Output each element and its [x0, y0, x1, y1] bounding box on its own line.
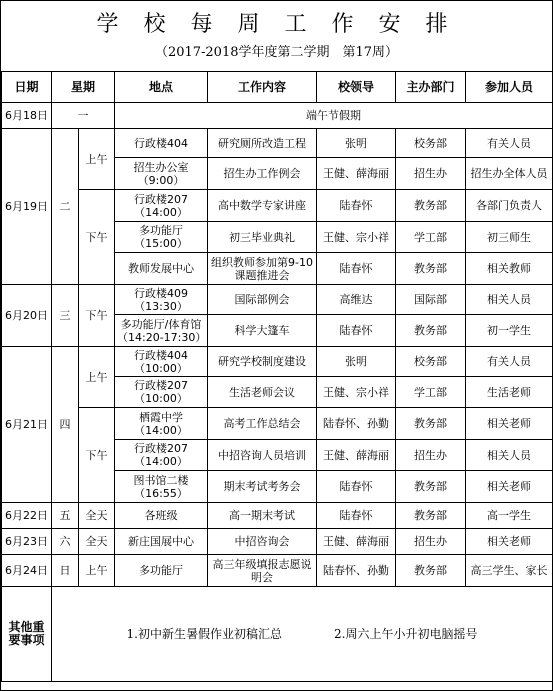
- leader-cell: 陆春怀: [317, 190, 396, 222]
- department-cell: 学工部: [396, 222, 466, 253]
- content-cell: 高三年级填报志愿说明会: [208, 555, 317, 587]
- location-cell: 多功能厅: [115, 555, 208, 587]
- department-cell: 教务部: [396, 555, 466, 587]
- header-leader: 校领导: [317, 72, 396, 103]
- location-cell: [115, 158, 208, 190]
- weekday-cell: 日: [52, 555, 79, 587]
- location-cell: 各班级: [115, 503, 208, 529]
- leader-cell: 陆春怀: [317, 471, 396, 503]
- notes-row: [2, 587, 553, 682]
- leader-cell: 王健、宗小祥: [317, 222, 396, 253]
- location-time: （14:20-17:30）: [117, 330, 207, 344]
- department-cell: 校务部: [396, 129, 466, 158]
- location-name: 多功能厅/体育馆: [120, 317, 202, 331]
- department-cell: 教务部: [396, 190, 466, 222]
- leader-cell: 王健、宗小祥: [317, 377, 396, 408]
- participants-cell: 招生办全体人员: [466, 158, 553, 190]
- table-row: [2, 103, 553, 129]
- header-department: 主办部门: [396, 72, 466, 103]
- department-cell: 教务部: [396, 503, 466, 529]
- department-cell: 教务部: [396, 253, 466, 285]
- location-name: 招生办公室: [133, 160, 189, 174]
- location-time: （14:00）: [134, 455, 188, 468]
- period-cell: 全天: [79, 529, 115, 555]
- location-time: （16:55）: [134, 486, 188, 500]
- department-cell: 招生办: [396, 440, 466, 471]
- table-row: [2, 529, 553, 555]
- leader-cell: 高维达: [317, 285, 396, 315]
- content-cell: 高考工作总结会: [208, 408, 317, 440]
- content-cell: 研究厕所改造工程: [208, 129, 317, 158]
- location-cell: [115, 408, 208, 440]
- period-cell: 上午: [79, 129, 115, 190]
- location-cell: [115, 222, 208, 253]
- location-name: 行政楼207: [134, 442, 189, 455]
- department-cell: 校务部: [396, 347, 466, 377]
- location-cell: 新庄国展中心: [115, 529, 208, 555]
- participants-cell: 生活老师: [466, 377, 553, 408]
- weekday-cell: 一: [52, 103, 115, 129]
- location-time: （10:00）: [134, 392, 188, 405]
- department-cell: 学工部: [396, 377, 466, 408]
- leader-cell: 张明: [317, 129, 396, 158]
- department-cell: 教务部: [396, 315, 466, 347]
- weekday-cell: 二: [52, 129, 79, 285]
- leader-cell: 张明: [317, 347, 396, 377]
- leader-cell: 陆春怀: [317, 315, 396, 347]
- location-cell: [115, 471, 208, 503]
- leader-cell: 陆春怀、孙勤: [317, 555, 396, 587]
- header-content: 工作内容: [208, 72, 317, 103]
- period-cell: 上午: [79, 555, 115, 587]
- date-cell: 6月22日: [2, 503, 52, 529]
- location-name: 行政楼404: [134, 348, 189, 362]
- participants-cell: 相关老师: [466, 529, 553, 555]
- period-cell: 全天: [79, 503, 115, 529]
- participants-cell: 各部门负责人: [466, 190, 553, 222]
- weekday-cell: 三: [52, 285, 79, 347]
- location-name: 教师发展中心: [128, 262, 195, 275]
- location-cell: [115, 377, 208, 408]
- participants-cell: 相关老师: [466, 408, 553, 440]
- leader-cell: 陆春怀、孙勤: [317, 408, 396, 440]
- note-item: 2.周六上午小升初电脑摇号: [334, 626, 478, 641]
- date-cell: 6月19日: [2, 129, 52, 285]
- date-cell: 6月23日: [2, 529, 52, 555]
- period-cell: 上午: [79, 347, 115, 408]
- content-cell: 高一期末考试: [208, 503, 317, 529]
- page-subtitle: （2017-2018学年度第二学期 第17周）: [154, 45, 399, 60]
- notes-content: [52, 587, 553, 682]
- content-cell: 中招咨询会: [208, 529, 317, 555]
- period-cell: 下午: [79, 285, 115, 347]
- content-cell: 高中数学专家讲座: [208, 190, 317, 222]
- date-cell: 6月20日: [2, 285, 52, 347]
- period-cell: 下午: [79, 408, 115, 503]
- date-cell: 6月21日: [2, 347, 52, 503]
- location-name: 图书馆二楼: [133, 473, 189, 487]
- weekday-cell: 四: [52, 347, 79, 503]
- leader-cell: 陆春怀: [317, 253, 396, 285]
- content-cell: 生活老师会议: [208, 377, 317, 408]
- participants-cell: 高三学生、家长: [466, 555, 553, 587]
- location-name: 行政楼207: [134, 379, 189, 392]
- participants-cell: 有关人员: [466, 129, 553, 158]
- location-time: （14:00）: [134, 423, 188, 437]
- participants-cell: 初三师生: [466, 222, 553, 253]
- content-cell: 科学大篷车: [208, 315, 317, 347]
- header-row: [2, 72, 553, 103]
- content-cell: 研究学校制度建设: [208, 347, 317, 377]
- department-cell: 教务部: [396, 471, 466, 503]
- content-cell: 期末考试考务会: [208, 471, 317, 503]
- location-name: 栖霞中学: [139, 410, 184, 424]
- location-time: （15:00）: [134, 237, 188, 250]
- leader-cell: 王健、薛海丽: [317, 529, 396, 555]
- header-location: 地点: [115, 72, 208, 103]
- table-row: [2, 129, 553, 158]
- location-name: 多功能厅: [139, 224, 184, 237]
- location-cell: [115, 440, 208, 471]
- date-cell: 6月18日: [2, 103, 52, 129]
- weekday-cell: 六: [52, 529, 79, 555]
- department-cell: 国际部: [396, 285, 466, 315]
- location-cell: [115, 253, 208, 285]
- participants-cell: 相关教师: [466, 253, 553, 285]
- table-row: [2, 190, 553, 222]
- table-row: [2, 347, 553, 377]
- content-cell: 中招咨询人员培训: [208, 440, 317, 471]
- location-time: （13:30）: [134, 299, 188, 313]
- content-cell: 组织教师参加第9-10课题推进会: [208, 253, 317, 285]
- table-row: [2, 408, 553, 440]
- location-name: 行政楼404: [134, 136, 189, 150]
- participants-cell: 有关人员: [466, 347, 553, 377]
- schedule-table: [1, 71, 553, 682]
- location-cell: [115, 190, 208, 222]
- participants-cell: 相关人员: [466, 285, 553, 315]
- department-cell: 招生办: [396, 158, 466, 190]
- department-cell: 教务部: [396, 408, 466, 440]
- location-time: （9:00）: [137, 173, 185, 187]
- date-cell: 6月24日: [2, 555, 52, 587]
- leader-cell: 王健、薛海丽: [317, 440, 396, 471]
- header-date: 日期: [2, 72, 52, 103]
- table-row: [2, 285, 553, 315]
- table-row: [2, 503, 553, 529]
- location-cell: [115, 347, 208, 377]
- page-title: 学 校 每 周 工 作 安 排: [96, 12, 457, 37]
- participants-cell: 相关老师: [466, 471, 553, 503]
- note-item: 1.初中新生暑假作业初稿汇总: [126, 626, 282, 641]
- location-name: 行政楼409: [134, 286, 189, 300]
- location-cell: [115, 285, 208, 315]
- leader-cell: 王健、薛海丽: [317, 158, 396, 190]
- notes-label: 其他重要事项: [2, 587, 52, 682]
- header-participants: 参加人员: [466, 72, 553, 103]
- content-cell: 招生办工作例会: [208, 158, 317, 190]
- period-cell: 下午: [79, 190, 115, 285]
- content-cell: 初三毕业典礼: [208, 222, 317, 253]
- participants-cell: 高一学生: [466, 503, 553, 529]
- table-row: [2, 555, 553, 587]
- participants-cell: 相关人员: [466, 440, 553, 471]
- content-cell: 国际部例会: [208, 285, 317, 315]
- location-name: 行政楼207: [134, 192, 189, 206]
- location-time: （14:00）: [134, 205, 188, 219]
- participants-cell: 初一学生: [466, 315, 553, 347]
- location-cell: [115, 315, 208, 347]
- weekday-cell: 五: [52, 503, 79, 529]
- department-cell: 招生办: [396, 529, 466, 555]
- holiday-cell: 端午节假期: [115, 103, 553, 129]
- location-time: （10:00）: [134, 361, 188, 375]
- header-weekday: 星期: [52, 72, 115, 103]
- leader-cell: 陆春怀: [317, 503, 396, 529]
- location-cell: [115, 129, 208, 158]
